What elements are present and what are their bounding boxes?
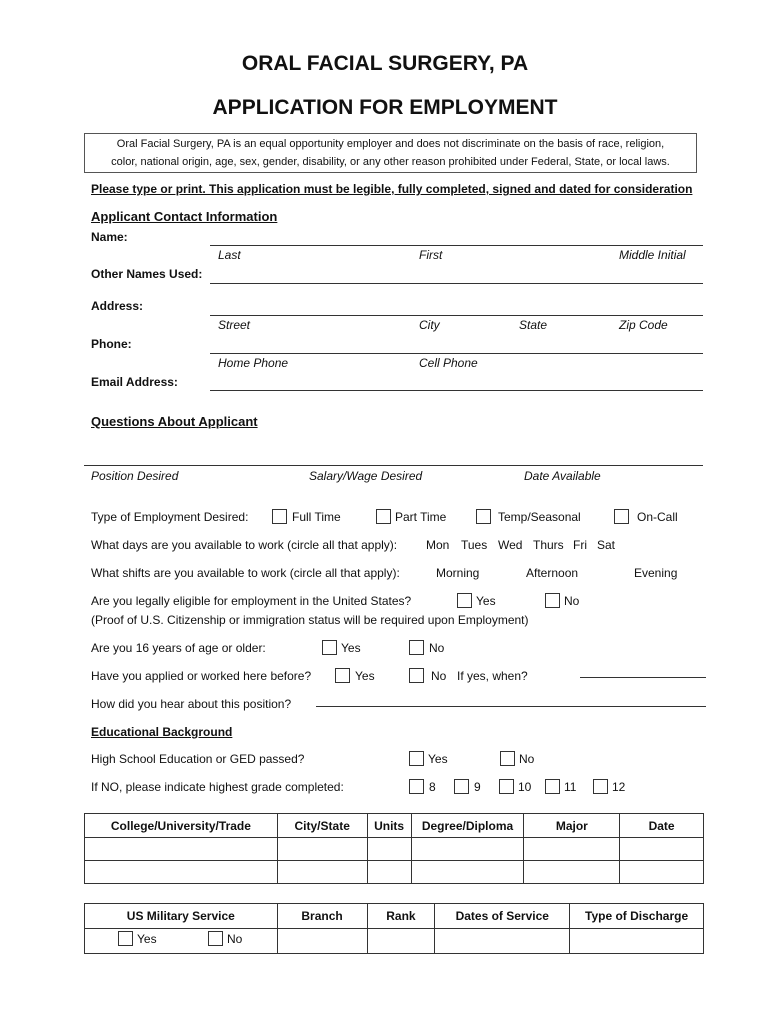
grade-11-label: 11: [564, 780, 577, 794]
hs-yes-label: Yes: [428, 752, 448, 766]
shift-morning[interactable]: Morning: [436, 566, 480, 580]
day-sat[interactable]: Sat: [597, 538, 616, 552]
day-mon[interactable]: Mon: [426, 538, 450, 552]
name-middle-caption: Middle Initial: [619, 248, 686, 262]
hs-no-checkbox[interactable]: [500, 751, 515, 766]
col-branch: Branch: [277, 904, 367, 929]
age-label: Are you 16 years of age or older:: [91, 641, 266, 655]
day-wed[interactable]: Wed: [498, 538, 523, 552]
hs-no-label: No: [519, 752, 535, 766]
address-field-line[interactable]: [210, 315, 703, 316]
hs-yes-checkbox[interactable]: [409, 751, 424, 766]
eeo-notice: [84, 133, 697, 173]
temp-seasonal-label: Temp/Seasonal: [498, 510, 581, 524]
eligible-note: (Proof of U.S. Citizenship or immigration status will be required upon Employment): [91, 613, 529, 627]
applied-yes-checkbox[interactable]: [335, 668, 350, 683]
military-table: [84, 903, 704, 954]
col-rank: Rank: [367, 904, 435, 929]
phone-label: Phone:: [91, 337, 132, 351]
col-discharge: Type of Discharge: [570, 904, 704, 929]
table-row[interactable]: [85, 838, 704, 861]
name-first-caption: First: [419, 248, 443, 262]
eligible-label: Are you legally eligible for employment in the United States?: [91, 594, 412, 608]
day-tues[interactable]: Tues: [461, 538, 488, 552]
position-field-line[interactable]: [84, 465, 703, 466]
company-title: ORAL FACIAL SURGERY, PA: [241, 52, 529, 75]
eligible-yes-label: Yes: [476, 594, 496, 608]
military-no-checkbox[interactable]: [208, 931, 223, 946]
other-names-label: Other Names Used:: [91, 267, 203, 281]
grade-9-checkbox[interactable]: [454, 779, 469, 794]
on-call-checkbox[interactable]: [614, 509, 629, 524]
address-state-caption: State: [519, 318, 548, 332]
military-table-header-row: [85, 904, 704, 929]
form-title: APPLICATION FOR EMPLOYMENT: [212, 96, 558, 119]
date-available-caption: Date Available: [524, 469, 601, 483]
education-table: [84, 813, 704, 884]
age-no-checkbox[interactable]: [409, 640, 424, 655]
day-fri[interactable]: Fri: [573, 538, 587, 552]
address-city-caption: City: [419, 318, 440, 332]
eligible-no-checkbox[interactable]: [545, 593, 560, 608]
shift-afternoon[interactable]: Afternoon: [526, 566, 579, 580]
contact-heading: Applicant Contact Information: [91, 209, 278, 224]
name-last-caption: Last: [218, 248, 241, 262]
part-time-label: Part Time: [395, 510, 447, 524]
education-table-header-row: [85, 814, 704, 838]
salary-caption: Salary/Wage Desired: [309, 469, 423, 483]
age-no-label: No: [429, 641, 445, 655]
address-zip-caption: Zip Code: [619, 318, 668, 332]
table-row[interactable]: [85, 861, 704, 884]
applied-yes-label: Yes: [355, 669, 375, 683]
grade-label: If NO, please indicate highest grade completed:: [91, 780, 344, 794]
name-field-line[interactable]: [210, 245, 703, 246]
email-field-line[interactable]: [210, 390, 703, 391]
col-dates-of-service: Dates of Service: [435, 904, 570, 929]
heard-label: How did you hear about this position?: [91, 697, 292, 711]
grade-11-checkbox[interactable]: [545, 779, 560, 794]
military-no-label: No: [227, 932, 243, 946]
grade-9-label: 9: [474, 780, 481, 794]
applied-no-checkbox[interactable]: [409, 668, 424, 683]
education-heading: Educational Background: [91, 725, 233, 739]
grade-8-checkbox[interactable]: [409, 779, 424, 794]
temp-seasonal-checkbox[interactable]: [476, 509, 491, 524]
hs-label: High School Education or GED passed?: [91, 752, 305, 766]
grade-8-label: 8: [429, 780, 436, 794]
phone-field-line[interactable]: [210, 353, 703, 354]
age-yes-label: Yes: [341, 641, 361, 655]
instruction-text: Please type or print. This application must be legible, fully completed, signed and dated for consideration: [91, 182, 693, 196]
email-label: Email Address:: [91, 375, 178, 389]
day-thurs[interactable]: Thurs: [533, 538, 564, 552]
applied-when-field-line[interactable]: [580, 677, 706, 678]
military-yes-checkbox[interactable]: [118, 931, 133, 946]
eligible-no-label: No: [564, 594, 580, 608]
heard-field-line[interactable]: [316, 706, 706, 707]
phone-home-caption: Home Phone: [218, 356, 289, 370]
grade-10-label: 10: [518, 780, 532, 794]
col-military-service: US Military Service: [85, 904, 278, 929]
employment-type-label: Type of Employment Desired:: [91, 510, 249, 524]
grade-12-checkbox[interactable]: [593, 779, 608, 794]
grade-12-label: 12: [612, 780, 626, 794]
days-label: What days are you available to work (circle all that apply):: [91, 538, 398, 552]
position-caption: Position Desired: [91, 469, 179, 483]
full-time-checkbox[interactable]: [272, 509, 287, 524]
applied-no-label: No: [431, 669, 447, 683]
phone-cell-caption: Cell Phone: [419, 356, 478, 370]
col-city-state: City/State: [277, 814, 367, 838]
col-college: College/University/Trade: [85, 814, 278, 838]
questions-heading: Questions About Applicant: [91, 414, 258, 429]
military-yes-label: Yes: [137, 932, 157, 946]
address-label: Address:: [91, 299, 144, 313]
applied-label: Have you applied or worked here before?: [91, 669, 312, 683]
col-degree: Degree/Diploma: [411, 814, 524, 838]
on-call-label: On-Call: [637, 510, 678, 524]
name-label: Name:: [91, 230, 128, 244]
table-row[interactable]: [85, 929, 704, 954]
if-yes-when-label: If yes, when?: [457, 669, 528, 683]
full-time-label: Full Time: [292, 510, 341, 524]
age-yes-checkbox[interactable]: [322, 640, 337, 655]
col-date: Date: [620, 814, 704, 838]
other-names-field-line[interactable]: [210, 283, 703, 284]
address-street-caption: Street: [218, 318, 251, 332]
shift-evening[interactable]: Evening: [634, 566, 678, 580]
eligible-yes-checkbox[interactable]: [457, 593, 472, 608]
eeo-notice-line1: Oral Facial Surgery, PA is an equal opportunity employer and does not discriminate on the basis of race, religion,: [116, 138, 665, 150]
part-time-checkbox[interactable]: [376, 509, 391, 524]
eeo-notice-line2: color, national origin, age, sex, gender, disability, or any other reason prohibited under Federal, State, or local laws.: [111, 156, 670, 168]
col-units: Units: [367, 814, 411, 838]
col-major: Major: [524, 814, 620, 838]
shifts-label: What shifts are you available to work (circle all that apply):: [91, 566, 400, 580]
grade-10-checkbox[interactable]: [499, 779, 514, 794]
